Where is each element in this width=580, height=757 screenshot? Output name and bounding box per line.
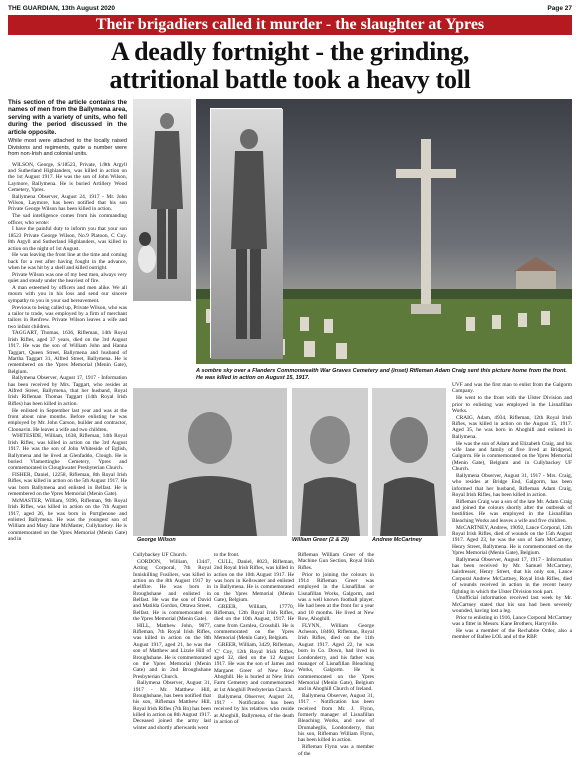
soldier-portrait-image [211, 109, 283, 359]
headline [8, 38, 572, 94]
photo-george-wilson-2 [133, 388, 287, 536]
col5-para: Prior to enlisting in 1916, Lance Corporal McCartney was a fitter in Messrs. Kane Brothers, Harryville. [452, 614, 572, 628]
column-2 [133, 552, 211, 733]
col1-para: A man esteemed by officers and men alike. We all mourn with you in his loss and send our sincere sympathy to you in your sad bereavement. [8, 285, 127, 304]
william-greer-portrait [292, 388, 368, 536]
col4-para: Rifleman Flynn was a member of the [298, 744, 374, 757]
col1-para: He enlisted in September last year and was at the front about nine months. Before enlisting he was employed by Mr. John Carson, builder and contractor, Cloonavin. He leaves a wife and two children. [8, 407, 127, 433]
george-wilson-portrait [133, 388, 287, 536]
col1-para: McMASTER, William, 9396, Rifleman, 9th Royal Irish Rifles, was killed in action on the 7th August 1917, aged 26, he was born in Portglenone and enlisted Ballymena. He was the youngest son of William and Mary Jane McMaster, Cullybackey. He is commemorated on the Ypres Memorial (Menin Gate) and in [8, 497, 127, 542]
col4-para: Ballymena Observer, August 31, 1917 - Notification has been received from Mr. J. Flynn, formerly manager of Lisnafillan Bleaching Works, and now of Drumaheglis, Londonderry, that his son, Rifleman William Flynn, has been killed in action. [298, 693, 374, 744]
col3-para: GREER, William, 3429, Rifleman, 'C' Coy, 12th Royal Irish Rifles, aged 32, died on the 12 August 1917. He was the son of James and Margaret Greer of New Row Ahoghill. He is buried at New Irish Farm Cemetery and commemorated at 1st Ahoghill Presbyterian Church. [214, 642, 294, 693]
col1-para: Ballymena Observer, August 17, 1917 - Information has been received by Mrs. Taggart, who resides at Alfred Street, Ballymena, that her husband, Royal Irish Rifleman Thomas Taggart (14th Royal Irish Rifles) has been killed in action. [8, 375, 127, 407]
col5-para: UVF and was the first man to enlist from the Galgorm Company. [452, 382, 572, 395]
col5-para: Unofficial information received last week by Mr. McCartney stated that his son had been severely wounded, having lost a leg. [452, 595, 572, 615]
intro-sub: While most were attached to the locally raised Divisions and regiments, quite a number were from non-Irish and colonial units. [8, 138, 127, 158]
col1-para: Previous to being called up, Private Wilson, who was a tailor to trade, was employed by a firm of merchant tailors in Renfrew. Private Wilson leaves a wife and two infant children. [8, 304, 127, 330]
col1-para: Private Wilson was one of my best men, always very quiet and steady under the heaviest of fire. [8, 271, 127, 285]
col1-para: WHITESIDE, William, 1638, Rifleman, 14th Royal Irish Rifles, was killed in action on the 3rd August 1917. He was the son of John Whiteside of Eglish, Ballymena and he lived at Glenfaddo, Clough. He is buried Vlamertinghe Cemetery, Ypres and commemorated in Cloughwater Presbyterian Church. [8, 433, 127, 472]
column-3 [214, 552, 294, 733]
photo-inset-adam-craig [210, 108, 282, 358]
col3-para: GREER, William, 17770, Rifleman, 12th Royal Irish Rifles, died on the 10th August, 1917. He came from Carnlea, Crosshill. He is commemorated on the Ypres Memorial (Menin Gate), Belgium. [214, 603, 294, 642]
col2-para: Ballymena Observer, August 31, 1917 - Mr. Matthew Hill, Broughshane, has been notified that his son, Rifleman Matthew Hill, Royal Irish Rifles (7th Bn) has been killed in action on 8th August 1917. Deceased joined the army last winter and shortly afterwards went [133, 680, 211, 731]
col5-para: Ballymena Observer, August 17, 1917 - Information has been received by Mr. Samuel McCartney, hairdresser, Henry Street, that his only son, Lance Corporal Andrew McCartney, Royal Irish Rifles, died of wounds received in action in the recent heavy fighting in which the Ulster Division took part. [452, 556, 572, 595]
headline-line-2: attritional battle took a heavy toll [109, 65, 471, 94]
soldier-with-dog-image [133, 99, 191, 301]
photo-george-wilson [133, 99, 191, 301]
col1-para: WILSON, George, S/18523, Private, 1/8th Argyll and Sutherland Highlanders, was killed in action on the 1st August 1917. He was the son of John Wilson, Laymore, Ballymena. He is buried Artillery Wood Cemetery, Ypres. [8, 161, 127, 193]
caption-george-wilson: George Wilson [137, 537, 176, 543]
caption-william-greer: William Greer (2 & 29) [292, 537, 349, 543]
col4-para: FLYNN, William George Acheson, 18460, Rifleman, Royal Irish Rifles, died on the 11th August 1917. Aged 22, he was born in Co. Down, had lived in Londonderry, and his father was manager of Lisnafillan Bleaching Works, Galgorm. He is commemorated on the Ypres Memorial (Menin Gate), Belgium and in Ahoghill Church of Ireland. [298, 622, 374, 693]
col1-para: Ballymena Observer, August 24, 1917 - Mr. John Wilson, Laymore, has been notified that his son Private George Wilson has been killed in action. [8, 193, 127, 213]
intro-lead: This section of the article contains the names of men from the Ballymena area, serving with a variety of units, who fell during the period discussed in the article opposite. [8, 99, 127, 136]
col1-para: He was leaving the front line at the time and coming back for a rest after having fought in the advance, when he was hit by a shell and killed outright. [8, 252, 127, 272]
col3-para: Ballymena Observer, August 24, 1917 - Notification has been received by his relatives who reside at Ahoghill, Ballymena, of the death in action of [214, 693, 294, 725]
col3-para: CULL, Daniel, 8023, Rifleman, 2nd Royal Irish Rifles, was killed in action on the 10th August 1917. He was born in Kellswater and enlisted in Ballymena. He is commemorated on the Ypres Memorial (Menin Gate), Belgium. [214, 558, 294, 603]
main-photo-caption: A sombre sky over a Flanders Commonwealth War Graves Cemetery and (inset) Rifleman Adam Craig sent this picture home from the front. He was killed in action on August 15, 1917. [196, 368, 567, 381]
photo-william-greer [292, 388, 368, 536]
col1-para: I have the painful duty to inform you that your son 18523 Private George Wilson, No.9 Platoon, C Coy. 8th Argyll and Sutherland Highlanders, was killed in action on the night of 1st August. [8, 226, 127, 252]
col5-para: CRAIG, Adam, 4934, Rifleman, 12th Royal Irish Rifles, was killed in action on the August 15, 1917. Aged 35, he was born in Ahoghill and enlisted in Ballymena. [452, 414, 572, 440]
photo-andrew-mccartney [372, 388, 446, 536]
col1-para: The sad intelligence comes from his commanding officer, who wrote: [8, 213, 127, 226]
caption-andrew-mccartney: Andrew McCartney [372, 537, 422, 543]
col2-tail: Cullybackey UF Church. [133, 552, 188, 558]
col4-para: Rifleman William Greer of the Machine Gun Section, Royal Irish Rifles. [298, 552, 374, 571]
col5-para: McCARTNEY, Andrew, 19092, Lance Corporal, 12th Royal Irish Rifles, died of wounds on the 15th August 1917. Aged 23, he was the son of Sam McCartney, Henry Street, Ballymena. He is commemorated on the Ypres Memorial (Menin Gate), Belgium. [452, 524, 572, 556]
col5-para: Rifleman Craig was a son of the late Mr. Adam Craig and joined the colours shortly after the outbreak of hostilities. He was employed in the Lisnafillan Bleaching Works and leaves a wife and five children. [452, 498, 572, 524]
col5-para: Ballymena Observer, August 31, 1917 - Mrs. Craig, who resides at Bridge End, Galgorm, has been informed that her husband, Rifleman Adam Craig, Royal Irish Rifles, has been killed in action. [452, 472, 572, 498]
col2-para: GORDON, William, 13447, Acting Corporal, 7th Royal Inniskilling Fusiliers, was killed in action on the 8th August 1917 by shellfire. He was born in Broughshane and enlisted in Belfast. He was the son of David and Matilda Gordon, Ottawa Street, Belfast. He is commemorated on the Ypres Memorial (Menin Gate). [133, 558, 211, 622]
col5-para: He went to the front with the Ulster Division and prior to enlisting was employed in the Lisnafillan Works. [452, 395, 572, 414]
col1-para: TAGGART, Thomas, 1636, Rifleman, 14th Royal Irish Rifles, aged 37 years, died on the 3rd August 1917. He was the son of William John and Hanna Taggart, Queen Street, Ballymena and husband of Martha Taggart 31, Alfred Street, Ballymena. He is remembered on the Ypres Memorial (Menin Gate), Belgium. [8, 330, 127, 375]
col1-para: FISHER, Daniel, 12258, Rifleman, 8th Royal Irish Rifles, was killed in action on the 5th August 1917. He was born Ballymena and enlisted in Belfast. He is remembered on the Ypres Memorial (Menin Gate). [8, 472, 127, 498]
page-number: Page 27 [547, 5, 572, 12]
banner-strap: Their brigadiers called it murder - the slaughter at Ypres [8, 15, 572, 35]
andrew-mccartney-portrait [372, 388, 446, 536]
masthead-date: THE GUARDIAN, 13th August 2020 [8, 5, 116, 12]
col3-para: to the front. [214, 552, 240, 558]
column-1 [8, 99, 127, 733]
column-4 [298, 552, 374, 757]
col2-para: HILL, Matthew John, 9877, Rifleman, 7th Royal Irish Rifles, was killed in action on the 8th August 1917, aged 21, he was the son of Matthew and Lizzie Hill of Broughshane. He is commemorated on the Ypres Memorial (Menin Gate) and in 2nd Broughshane Presbyterian Church. [133, 622, 211, 680]
masthead [8, 3, 572, 14]
col4-para: Prior to joining the colours in 1914 Rifleman Greer was employed in the Lisnafillan or Lisnafillan Works, Galgorm, and was a well known football player. He had been at the front for a year and 10 months. He lived at New Row, Ahoghill. [298, 571, 374, 622]
headline-line-1: A deadly fortnight - the grinding, [110, 37, 470, 66]
column-5 [452, 382, 572, 733]
col5-para: He was the son of Adam and Elizabeth Craig, and his wife Jane and family of five lived at Bridgend, Galgorm. He is commemorated on the Ypres Memorial (Menin Gate), Belgium and in Cullybackey UF Church. [452, 440, 572, 472]
col5-para: He was a member of the Rechabite Order, also a member of Ballee LOL and of the RBP. [452, 628, 572, 641]
